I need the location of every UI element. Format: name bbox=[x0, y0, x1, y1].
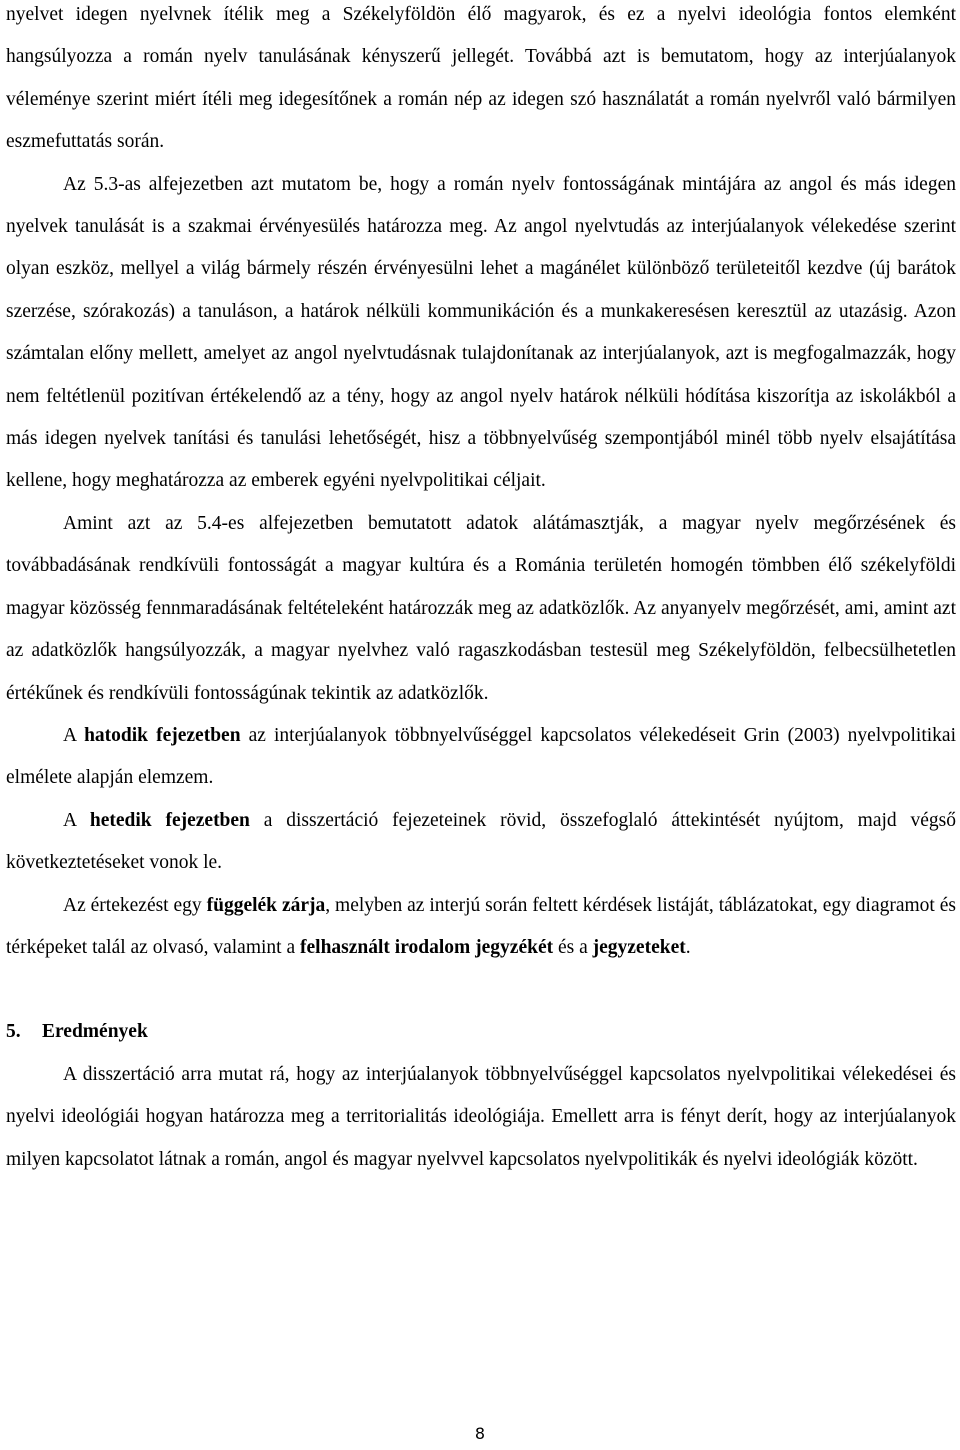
paragraph-chapter-six bbox=[6, 715, 956, 800]
bold-term: függelék zárja bbox=[206, 894, 326, 916]
section-spacer bbox=[6, 969, 956, 1011]
page-number: 8 bbox=[474, 1424, 486, 1443]
paragraph-section-5-3: Az 5.3-as alfejezetben azt mutatom be, hogy a román nyelv fontosságának mintájára az angol és más idegen nyelvek tanulását is a szakmai érvényesülés határozza meg. Az angol nyelvtudás az interjúalanyok vélekedése szerint olyan eszköz, mellyel a világ bármely részén érvényesülni lehet a magánélet különböző területeitől kezdve (új barátok szerzése, szórakozás) a tanuláson, a határok nélküli kommunikáción és a munkakeresésen keresztül az utazásig. Azon számtalan előny mellett, amelyet az angol nyelvtudásnak tulajdonítanak az interjúalanyok, azt is megfogalmazzák, hogy nem feltétlenül pozitívan értékelendő az a tény, hogy az angol nyelv határok nélküli hódítása kiszorítja az iskolákból a más idegen nyelvek tanítási és tanulási lehetőségét, hisz a többnyelvűség szempontjából minél több nyelv elsajátítása kellene, hogy meghatározza az emberek egyéni nyelvpolitikai céljait. bbox=[6, 173, 956, 492]
bold-term: jegyzeteket bbox=[592, 936, 686, 958]
paragraph-text: és a bbox=[553, 936, 593, 958]
paragraph-text: A bbox=[63, 809, 90, 831]
bold-term: hetedik fejezetben bbox=[89, 809, 250, 831]
paragraph-text: A bbox=[63, 724, 85, 746]
paragraph-chapter-seven bbox=[6, 800, 956, 885]
paragraph-text: . bbox=[685, 936, 691, 958]
section-heading bbox=[6, 1011, 956, 1053]
paragraph-text: az interjúalanyok többnyelvűséggel kapcsolatos vélekedéseit Grin (2003) nyelvpolitikai elmélete alapján elemzem. bbox=[6, 724, 956, 789]
bold-term: hatodik fejezetben bbox=[84, 724, 241, 746]
bold-term: felhasznált irodalom jegyzékét bbox=[300, 936, 554, 958]
paragraph-section-5-4: Amint azt az 5.4-es alfejezetben bemutatott adatok alátámasztják, a magyar nyelv megőrzésének és továbbadásának rendkívüli fontosságát a magyar kultúra és a Románia területén homogén tömbben élő székelyföldi magyar közösség fennmaradásának feltételeként határozzák meg az adatközlők. Az anyanyelv megőrzését, ami, amint azt az adatközlők hangsúlyozzák, a magyar nyelvhez való ragaszkodásban testesül meg Székelyföldön, felbecsülhetetlen értékűnek és rendkívüli fontosságúnak tekintik az adatközlők. bbox=[6, 512, 956, 704]
section-title: Eredmények bbox=[42, 1021, 148, 1043]
paragraph-text: , melyben az interjú során feltett kérdések listáját, táblázatokat, egy diagramot és térképeket talál az olvasó, valamint a bbox=[6, 894, 956, 958]
paragraph-results: A disszertáció arra mutat rá, hogy az interjúalanyok többnyelvűséggel kapcsolatos nyelvpolitikai vélekedései és nyelvi ideológiái hogyan határozza meg a territorialitás ideológiája. Emellett arra is fényt derít, hogy az interjúalanyok milyen kapcsolatot látnak a román, angol és magyar nyelvvel kapcsolatos nyelvpolitikák és nyelvi ideológiák között. bbox=[6, 1063, 956, 1170]
paragraph-text: Az értekezést egy bbox=[63, 894, 207, 916]
paragraph-appendix bbox=[6, 885, 956, 970]
paragraph-continuation: nyelvet idegen nyelvnek ítélik meg a Székelyföldön élő magyarok, és ez a nyelvi ideológia fontos elemként hangsúlyozza a román nyelv tanulásának kényszerű jellegét. Továbbá azt is bemutatom, hogy az interjúalanyok véleménye szerint miért ítéli meg idegesítőnek a román nép az idegen szó használatát a román nyelvről való bármilyen eszmefuttatás során. bbox=[6, 4, 956, 153]
paragraph-text: a disszertáció fejezeteinek rövid, összefoglaló áttekintését nyújtom, majd végső következtetéseket vonok le. bbox=[6, 809, 957, 874]
document-page bbox=[6, 0, 956, 1181]
section-number: 5. bbox=[6, 1021, 21, 1043]
